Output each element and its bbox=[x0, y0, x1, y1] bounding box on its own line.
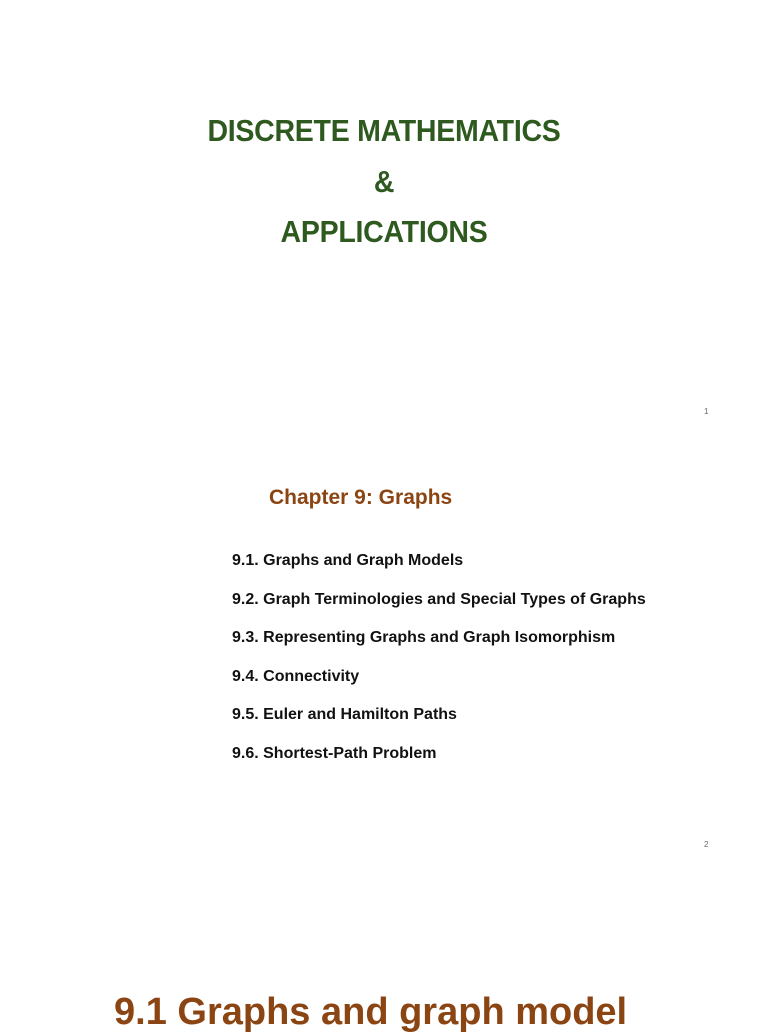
title-line-ampersand: & bbox=[373, 164, 395, 199]
chapter-title: Chapter 9: Graphs bbox=[269, 486, 453, 509]
toc-item: 9.5. Euler and Hamilton Paths bbox=[232, 706, 457, 723]
toc-item: 9.4. Connectivity bbox=[232, 667, 360, 685]
toc-item: 9.3. Representing Graphs and Graph Isomorphism bbox=[232, 629, 616, 646]
toc-item: 9.1. Graphs and Graph Models bbox=[232, 552, 464, 569]
section-title: 9.1 Graphs and graph model bbox=[114, 991, 628, 1033]
page-number-2: 2 bbox=[704, 840, 709, 849]
title-line-applications: APPLICATIONS bbox=[280, 214, 488, 249]
toc-item: 9.6. Shortest-Path Problem bbox=[232, 744, 437, 762]
table-of-contents bbox=[232, 550, 646, 781]
toc-item: 9.2. Graph Terminologies and Special Types of Graphs bbox=[232, 590, 646, 608]
title-line-discrete-mathematics: DISCRETE MATHEMATICS bbox=[207, 113, 561, 148]
page-number-1: 1 bbox=[704, 407, 709, 416]
